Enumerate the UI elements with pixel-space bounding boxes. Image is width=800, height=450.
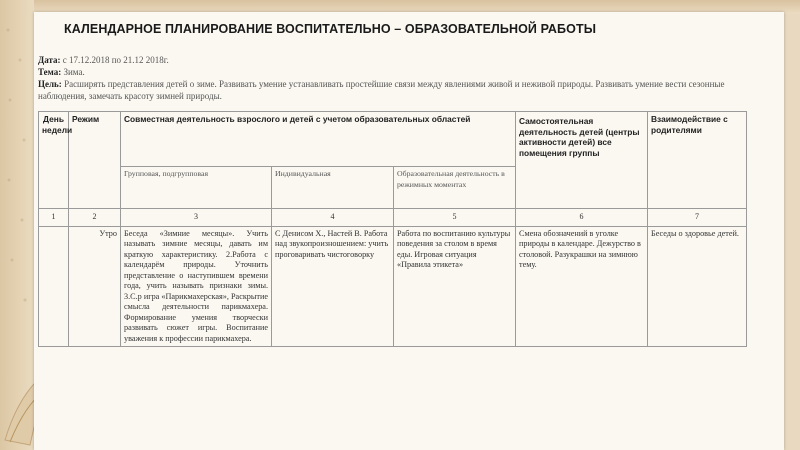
subheader-individual: Индивидуальная (272, 167, 394, 209)
goal-value: Расширять представления детей о зиме. Развивать умение устанавливать простейшие связи между явлениями живой и неживой природы. Развивать умение вести сезонные наблюдения, замечать красоту зимней природы. (38, 79, 725, 101)
subheader-educational: Образовательная деятельность в режимных моментах (394, 167, 516, 209)
group-activity-cell: Беседа «Зимние месяцы». Учить называть зимние месяцы, давать им краткую характеристику. 2.Работа с календарём природы. Уточнить представление о наступившем времени года, учить называть признаки зимы. 3.С.р игра «Парикмахерская», Раскрытие смысла деятельности парикмахера. Формирование умения творчески развивать сюжет игры. Воспитание уважения к профессии парикмахера. (121, 226, 272, 347)
theme-value: Зима. (63, 67, 85, 77)
number-row (39, 209, 747, 227)
table-row (39, 226, 747, 347)
date-line (38, 54, 748, 66)
goal-label: Цель: (38, 79, 62, 89)
header-regime: Режим (69, 112, 121, 209)
educational-activity-cell: Работа по воспитанию культуры поведения за столом в время еды. Игровая ситуация «Правила этикета» (394, 226, 516, 347)
column-number: 4 (272, 209, 394, 227)
header-row (39, 112, 747, 167)
column-number: 1 (39, 209, 69, 227)
independent-activity-cell: Смена обозначений в уголке природы в календаре. Дежурство в столовой. Разукрашки на зимнюю тему. (516, 226, 648, 347)
column-number: 2 (69, 209, 121, 227)
header-joint-activity: Совместная деятельность взрослого и детей с учетом образовательных областей (121, 112, 516, 167)
day-cell (39, 226, 69, 347)
header-independent-activity: Самостоятельная деятельность детей (центры активности детей) все помещения группы (516, 112, 648, 209)
theme-label: Тема: (38, 67, 62, 77)
column-number: 3 (121, 209, 272, 227)
individual-activity-cell: С Денисом Х., Настей В. Работа над звукопроизношением: учить проговаривать чистоговорку (272, 226, 394, 347)
meta-block (38, 54, 748, 102)
parents-cell: Беседы о здоровье детей. (648, 226, 747, 347)
header-day: День недели (39, 112, 69, 209)
date-label: Дата: (38, 55, 61, 65)
header-parents: Взаимодействие с родителями (648, 112, 747, 209)
column-number: 6 (516, 209, 648, 227)
planning-table (38, 111, 747, 347)
column-number: 7 (648, 209, 747, 227)
theme-line (38, 66, 748, 78)
regime-cell: Утро (69, 226, 121, 347)
column-number: 5 (394, 209, 516, 227)
page-title: КАЛЕНДАРНОЕ ПЛАНИРОВАНИЕ ВОСПИТАТЕЛЬНО – ОБРАЗОВАТЕЛЬНОЙ РАБОТЫ (64, 22, 597, 36)
goal-line (38, 78, 748, 102)
date-value: с 17.12.2018 по 21.12 2018г. (62, 55, 169, 65)
document-page (34, 12, 784, 450)
subheader-group: Групповая, подгрупповая (121, 167, 272, 209)
